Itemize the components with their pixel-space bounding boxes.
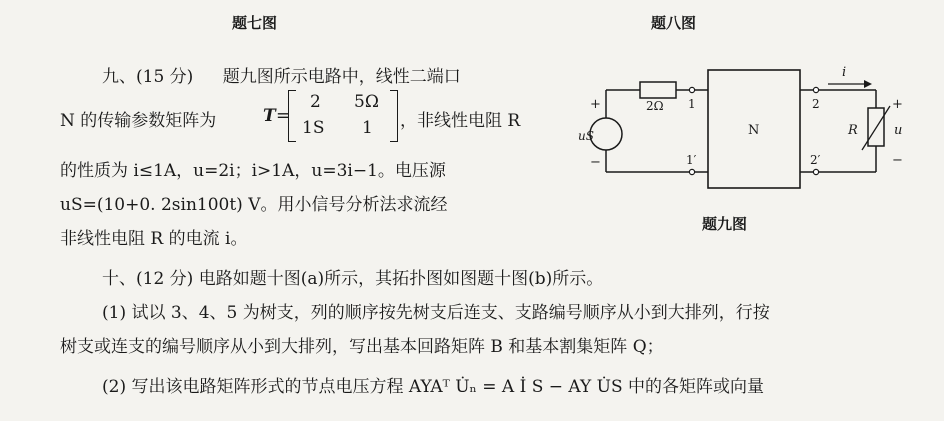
matrix-left-bracket: [288, 90, 296, 142]
q10-line4: (2) 写出该电路矩阵形式的节点电压方程 AYAᵀ U̇ₙ = A İ S − AY U̇S 中的各矩阵或向量: [102, 377, 765, 397]
matrix-right-bracket: [390, 90, 398, 142]
label-source-plus: +: [590, 97, 601, 112]
q9-line5: 非线性电阻 R 的电流 i。: [60, 229, 248, 249]
matrix-a22: 1: [362, 118, 373, 138]
resistor-2ohm: [640, 82, 676, 98]
label-port1p: 1′: [686, 153, 697, 167]
matrix-a21: 1S: [302, 118, 325, 138]
voltage-source-symbol: [590, 118, 622, 150]
label-u-minus: −: [892, 153, 903, 168]
q9-number: 九、(15 分): [102, 67, 194, 87]
label-port2: 2: [812, 97, 820, 111]
q9-line1: 题九图所示电路中，线性二端口: [222, 67, 461, 87]
q9-line3: 的性质为 i≤1A，u=2i；i>1A，u=3i−1。电压源: [60, 161, 446, 181]
label-u-plus: +: [892, 97, 903, 112]
terminal-2prime: [813, 169, 818, 174]
matrix-a12: 5Ω: [354, 92, 379, 112]
label-source-minus: −: [590, 155, 601, 170]
q10-line2: (1) 试以 3、4、5 为树支，列的顺序按先树支后连支、支路编号顺序从小到大排列，行按: [102, 303, 770, 323]
label-2ohm: 2Ω: [646, 99, 664, 113]
terminal-1prime: [689, 169, 694, 174]
q9-heading: [102, 62, 461, 87]
matrix-a11: 2: [310, 92, 321, 112]
q10-line3: 树支或连支的编号顺序从小到大排列，写出基本回路矩阵 B 和基本割集矩阵 Q；: [60, 337, 664, 357]
label-port2p: 2′: [810, 153, 821, 167]
q9-line2-pre: N 的传输参数矩阵为: [60, 111, 217, 131]
circuit-diagram: [580, 62, 910, 212]
q9-line4: uS=(10+0. 2sin100t) V。用小信号分析法求流经: [60, 195, 448, 215]
q10-line1: 十、(12 分) 电路如题十图(a)所示，其拓扑图如图题十图(b)所示。: [102, 269, 604, 289]
label-R: R: [848, 123, 858, 138]
caption-fig7: 题七图: [232, 14, 278, 32]
q9-line2-post: ，非线性电阻 R: [400, 111, 521, 131]
transmission-matrix: [288, 90, 398, 142]
label-current: i: [842, 65, 847, 80]
label-block-N: N: [748, 123, 760, 138]
caption-fig8: 题八图: [651, 14, 697, 32]
terminal-1: [689, 87, 694, 92]
label-u: u: [894, 123, 903, 138]
matrix-symbol-T: T: [263, 106, 276, 126]
caption-fig9: 题九图: [702, 215, 748, 233]
label-source: uS: [578, 129, 594, 143]
label-port1: 1: [688, 97, 696, 111]
equals-sign: =: [276, 106, 291, 126]
terminal-2: [813, 87, 818, 92]
